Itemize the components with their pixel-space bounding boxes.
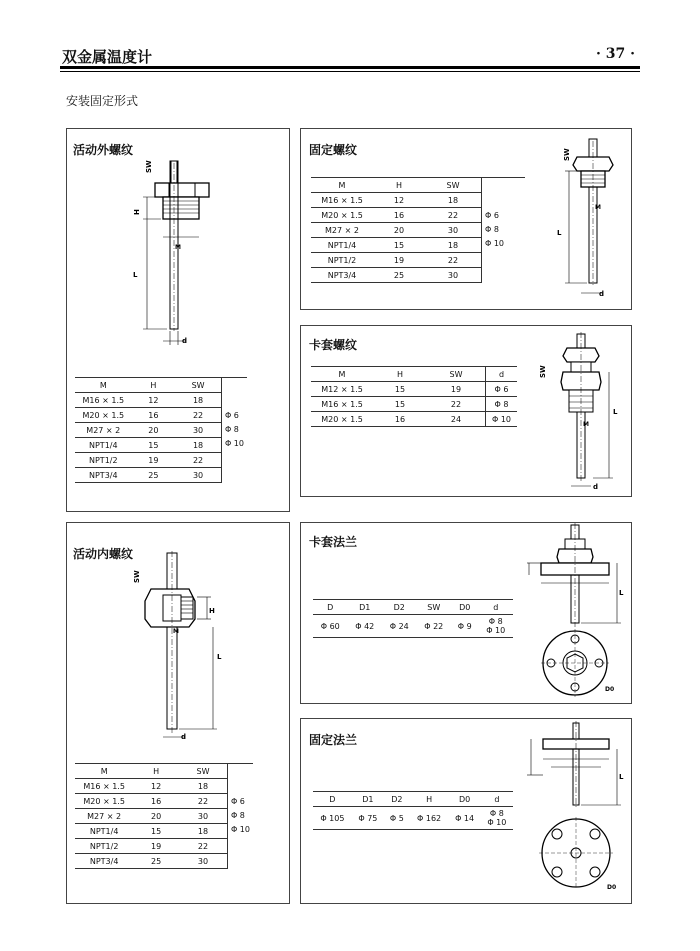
- table-row: M27 × 2 20 30: [75, 423, 247, 438]
- label-l: L: [613, 408, 618, 416]
- table-header: H: [373, 178, 425, 193]
- panel-title: 卡套法兰: [309, 535, 358, 549]
- header-rule-thick: [60, 66, 640, 69]
- section-title: 安装固定形式: [66, 94, 139, 108]
- table-row: M16 × 1.5 12 18: [75, 393, 247, 408]
- table-row: NPT1/4 15 18: [75, 824, 253, 839]
- table-header: SW: [175, 378, 221, 393]
- spec-table: [75, 377, 247, 483]
- table-header: D: [313, 792, 352, 807]
- drawing-ferrule-thread: [527, 326, 627, 492]
- d-value: Φ 6: [230, 797, 245, 807]
- spec-table: [313, 599, 513, 638]
- table-header: SW: [417, 600, 452, 615]
- table-header: H: [132, 378, 176, 393]
- table-header: D0: [451, 600, 478, 615]
- spec-table: [311, 177, 525, 283]
- table-header: D1: [348, 600, 383, 615]
- table-header: SW: [427, 367, 486, 382]
- label-sw: SW: [133, 570, 141, 583]
- panel-fixed-thread: [300, 128, 632, 310]
- table-row: M20 × 1.5 16 22: [311, 208, 525, 223]
- d-value: Φ 8: [488, 617, 503, 626]
- table-row: NPT1/4 15 18: [75, 438, 247, 453]
- label-m: M: [583, 421, 589, 428]
- table-row: M20 × 1.5 16 24 Φ 10: [311, 412, 517, 427]
- table-header: D0: [448, 792, 480, 807]
- d-value: Φ 8: [224, 425, 239, 435]
- panel-internal-movable-thread: [66, 522, 290, 904]
- table-header: M: [75, 764, 133, 779]
- label-d0: D0: [607, 884, 617, 891]
- d-value: Φ 8: [485, 225, 499, 235]
- table-header: d: [478, 600, 513, 615]
- spec-table: [311, 366, 517, 427]
- table-row: NPT3/4 25 30: [311, 268, 525, 283]
- table-header: D2: [382, 600, 417, 615]
- label-m: M: [173, 628, 179, 635]
- label-m: M: [175, 244, 181, 251]
- table-row: M27 × 2 20 30: [311, 223, 525, 238]
- table-row: NPT1/4 15 18: [311, 238, 525, 253]
- label-sw: SW: [539, 365, 547, 378]
- table-row: M16 × 1.5 12 18: [75, 779, 253, 794]
- table-row: M16 × 1.5 12 18: [311, 193, 525, 208]
- table-header: M: [311, 367, 373, 382]
- spec-table: [313, 791, 513, 830]
- drawing-fixed-thread: [529, 129, 629, 305]
- label-h: H: [133, 209, 141, 215]
- table-row: M20 × 1.5 16 22: [75, 408, 247, 423]
- panel-title: 固定法兰: [309, 733, 358, 747]
- drawing-external-movable-thread: [67, 129, 289, 359]
- label-d: d: [181, 733, 187, 741]
- label-l: L: [217, 653, 222, 661]
- table-row: Φ 60 Φ 42 Φ 24 Φ 22 Φ 9 Φ 8 Φ 10: [313, 615, 513, 638]
- spec-table: [75, 763, 253, 869]
- page-header-title: 双金属温度计: [62, 48, 153, 66]
- panel-ferrule-thread: [300, 325, 632, 497]
- table-row: Φ 105 Φ 75 Φ 5 Φ 162 Φ 14 Φ 8 Φ 10: [313, 807, 513, 830]
- d-value: Φ 8: [230, 811, 245, 821]
- d-value: Φ 10: [485, 239, 505, 249]
- panel-title: 活动内螺纹: [73, 547, 134, 561]
- d-values-cell: [227, 764, 253, 869]
- panel-fixed-flange: [300, 718, 632, 904]
- table-header: M: [311, 178, 373, 193]
- panel-title: 活动外螺纹: [73, 143, 134, 157]
- panel-ferrule-flange: [300, 522, 632, 704]
- d-value: Φ 10: [487, 818, 507, 827]
- page-number: · 37 ·: [596, 46, 635, 62]
- table-row: NPT3/4 25 30: [75, 468, 247, 483]
- table-header: H: [133, 764, 179, 779]
- d-value: Φ 6: [485, 211, 499, 221]
- table-row: M16 × 1.5 15 22 Φ 8: [311, 397, 517, 412]
- label-m: M: [595, 204, 601, 211]
- label-d: d: [182, 337, 188, 345]
- d-value: Φ 6: [224, 411, 239, 421]
- label-l: L: [619, 773, 624, 781]
- d-value: Φ 10: [486, 626, 506, 635]
- table-row: NPT1/2 19 22: [75, 839, 253, 854]
- label-d: d: [599, 290, 605, 298]
- drawing-fixed-flange: [521, 719, 629, 899]
- table-row: NPT1/2 19 22: [75, 453, 247, 468]
- table-header: H: [410, 792, 449, 807]
- table-header: SW: [425, 178, 482, 193]
- table-header: D2: [384, 792, 410, 807]
- header-rule-thin: [60, 71, 640, 72]
- table-row: M27 × 2 20 30: [75, 809, 253, 824]
- label-l: L: [133, 271, 138, 279]
- label-d0: D0: [605, 686, 615, 693]
- table-header: d: [486, 367, 518, 382]
- table-row: NPT3/4 25 30: [75, 854, 253, 869]
- table-header: SW: [179, 764, 227, 779]
- table-row: NPT1/2 19 22: [311, 253, 525, 268]
- panel-title: 固定螺纹: [309, 143, 358, 157]
- d-values-cell: [221, 378, 247, 483]
- label-d: d: [593, 483, 599, 491]
- table-row: M20 × 1.5 16 22: [75, 794, 253, 809]
- d-value: Φ 8: [489, 809, 504, 818]
- table-header: D1: [352, 792, 384, 807]
- d-values-cell: [482, 178, 526, 283]
- table-row: M12 × 1.5 15 19 Φ 6: [311, 382, 517, 397]
- table-header: H: [373, 367, 427, 382]
- label-l: L: [557, 229, 562, 237]
- d-value: Φ 10: [224, 439, 244, 449]
- drawing-internal-movable-thread: [67, 523, 289, 743]
- panel-external-movable-thread: [66, 128, 290, 512]
- drawing-ferrule-flange: [521, 523, 629, 699]
- table-header: M: [75, 378, 132, 393]
- label-l: L: [619, 589, 624, 597]
- label-sw: SW: [145, 160, 153, 173]
- table-header: D: [313, 600, 348, 615]
- table-header: d: [481, 792, 513, 807]
- label-sw: SW: [563, 148, 571, 161]
- d-value: Φ 10: [230, 825, 250, 835]
- label-h: H: [209, 607, 215, 615]
- panel-title: 卡套螺纹: [309, 338, 358, 352]
